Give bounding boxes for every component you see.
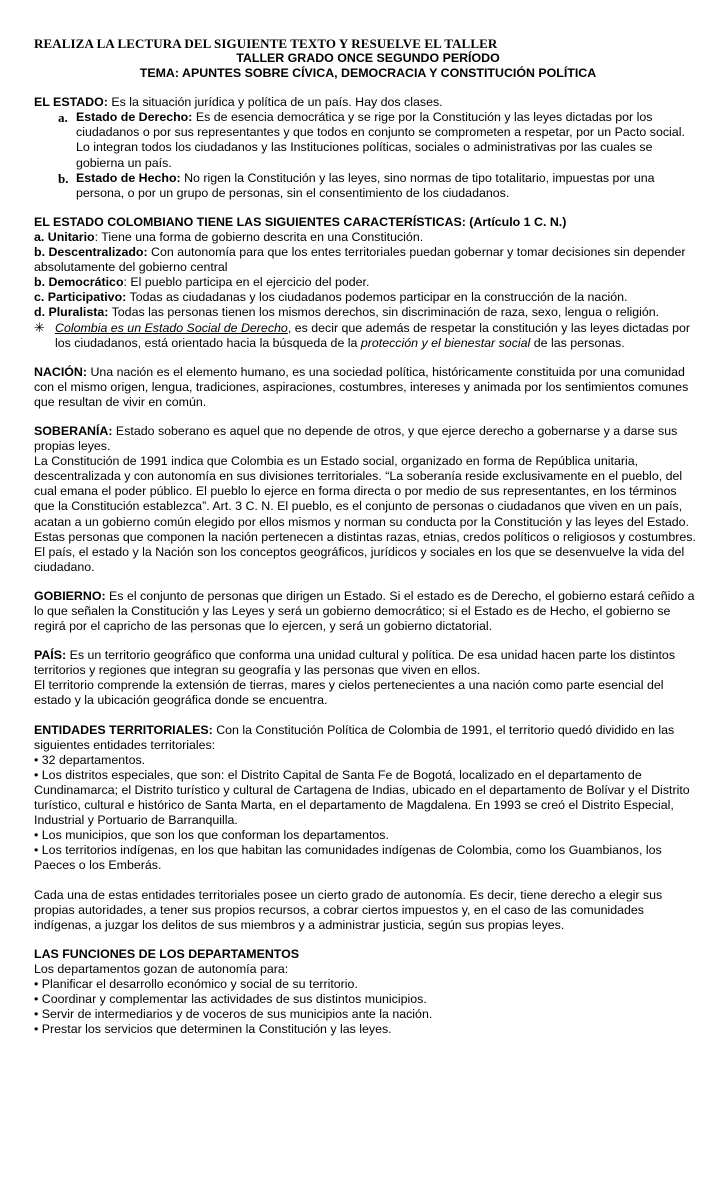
list-item: • Los territorios indígenas, en los que habitan las comunidades indígenas de Colombia, como los Guambianos, los Paeces o los Emberás. bbox=[34, 843, 662, 873]
pais-label: PAÍS: bbox=[34, 648, 67, 663]
caracteristica-text: : Tiene una forma de gobierno descrita en una Constitución. bbox=[94, 229, 424, 244]
social-derecho-note bbox=[34, 321, 698, 351]
caracteristica-label: d. Pluralista: bbox=[34, 305, 109, 320]
caracteristica-label: b. Descentralizado: bbox=[34, 245, 148, 260]
topic-title: TEMA: APUNTES SOBRE CÍVICA, DEMOCRACIA Y CONSTITUCIÓN POLÍTICA bbox=[139, 66, 597, 81]
soberania-label: SOBERANÍA: bbox=[34, 423, 113, 438]
caracteristica-item bbox=[34, 230, 698, 245]
autonomia-paragraph: Cada una de estas entidades territoriales posee un cierto grado de autonomía. Es decir, tiene derecho a elegir sus propias autoridades, a tener sus propios recursos, a cobrar ciertos impuestos y, en el caso de las comunidades indígenas, a juzgar los delitos de sus miembros y a administrar justicia, según sus propias leyes. bbox=[34, 887, 663, 932]
gobierno-label: GOBIERNO: bbox=[34, 588, 106, 603]
estado-hecho-label: Estado de Hecho: bbox=[76, 170, 181, 185]
estado-derecho-label: Estado de Derecho: bbox=[76, 110, 193, 125]
list-item bbox=[55, 171, 698, 201]
list-item: • Servir de intermediarios y de voceros de sus municipios ante la nación. bbox=[34, 1007, 433, 1022]
nacion-paragraph bbox=[34, 365, 698, 410]
pais-text: Es un territorio geográfico que conforma una unidad cultural y política. De esa unidad hacen parte los distintos territorios y regiones que integran su geografía y las personas que viven en ellos. bbox=[34, 648, 676, 678]
entidades-paragraph bbox=[34, 723, 698, 753]
funciones-heading bbox=[34, 947, 698, 962]
nacion-text: Una nación es el elemento humano, es una sociedad política, históricamente constituida por una comunidad con el mismo origen, lengua, tradiciones, aspiraciones, costumbres, intereses y animada por los sentimientos comunes que resultan de vivir en común. bbox=[34, 364, 689, 409]
estado-text: Es la situación jurídica y política de un país. Hay dos clases. bbox=[107, 95, 443, 110]
colombiano-heading-text: EL ESTADO COLOMBIANO TIENE LAS SIGUIENTES CARACTERÍSTICAS: (Artículo 1 C. N.) bbox=[34, 214, 567, 229]
estado-derecho-text: Es de esencia democrática y se rige por la Constitución y las leyes dictadas por los ciudadanos o por sus representantes y que todos en conjunto se comprometen a respetar, por un Pacto social. Lo integran todos los ciudadanos y las Instituciones políticas, sociales o administrativas por las cuales se gobierna un país. bbox=[76, 110, 685, 170]
caracteristica-text: Todas as ciudadanas y los ciudadanos podemos participar en la construcción de la nación. bbox=[126, 290, 628, 305]
caracteristica-label: c. Participativo: bbox=[34, 290, 127, 305]
caracteristica-item bbox=[34, 290, 698, 305]
caracteristica-item bbox=[34, 245, 698, 275]
estado-label: EL ESTADO: bbox=[34, 95, 108, 110]
estado-list bbox=[34, 110, 698, 201]
pais-paragraph bbox=[34, 648, 698, 678]
caracteristica-text: : El pueblo participa en el ejercicio del poder. bbox=[123, 275, 370, 290]
social-derecho-underlined: Colombia es un Estado Social de Derecho bbox=[55, 320, 288, 335]
caracteristica-label: b. Democrático bbox=[34, 275, 124, 290]
funciones-intro: Los departamentos gozan de autonomía para: bbox=[34, 961, 289, 976]
social-derecho-italic: protección y el bienestar social bbox=[360, 335, 531, 350]
entidades-text: Con la Constitución Política de Colombia de 1991, el territorio quedó dividido en las siguientes entidades territoriales: bbox=[34, 722, 675, 752]
gobierno-paragraph bbox=[34, 589, 698, 634]
caracteristica-text: Todas las personas tienen los mismos derechos, sin discriminación de raza, sexo, lengua o religión. bbox=[108, 305, 660, 320]
list-item bbox=[55, 110, 698, 170]
nacion-label: NACIÓN: bbox=[34, 364, 87, 379]
caracteristica-item bbox=[34, 305, 698, 320]
colombiano-heading bbox=[34, 215, 698, 230]
funciones-heading-text: LAS FUNCIONES DE LOS DEPARTAMENTOS bbox=[34, 946, 300, 961]
soberania-paragraph-2: La Constitución de 1991 indica que Colombia es un Estado social, organizado en forma de República unitaria, descentralizada y con autonomía en sus divisiones territoriales. “La soberanía reside exclusivamente en el pueblo, del cual emana el poder público. El pueblo lo ejerce en forma directa o por medio de sus representantes, en los términos que la Constitución establezca”. Art. 3 C. N. El pueblo, es el conjunto de personas o ciudadanos que viven en un país, acatan a un gobierno común elegido por ellos mismos y norman su conducta por la Constitución y las leyes del Estado. Estas personas que componen la nación pertenecen a distintas razas, etnias, credos políticos o religiosos y costumbres. El país, el estado y la Nación son los conceptos geográficos, jurídicos y sociales en los que se desenvuelve la vida del ciudadano. bbox=[34, 454, 696, 574]
estado-hecho-text: No rigen la Constitución y las leyes, sino normas de tipo totalitario, impuestas por una persona, o por un grupo de personas, sin el consentimiento de los ciudadanos. bbox=[76, 170, 655, 200]
caracteristica-label: a. Unitario bbox=[34, 229, 95, 244]
document-page bbox=[34, 36, 698, 1037]
gobierno-text: Es el conjunto de personas que dirigen un Estado. Si el estado es de Derecho, el gobierno estará ceñido a lo que señalen la Constitución y las Leyes y será un gobierno democrático; si el Estado es de Hecho, el gobierno se regirá por el capricho de las personas que lo ejercen, y será un gobierno dictatorial. bbox=[34, 588, 695, 634]
instruction-heading: REALIZA LA LECTURA DEL SIGUIENTE TEXTO Y RESUELVE EL TALLER bbox=[34, 36, 498, 51]
soberania-text: Estado soberano es aquel que no depende de otros, y que ejerce derecho a gobernarse y a darse sus propias leyes. bbox=[34, 423, 678, 454]
list-item: • Coordinar y complementar las actividades de sus distintos municipios. bbox=[34, 992, 427, 1007]
list-marker: a. bbox=[58, 110, 68, 126]
list-item: • 32 departamentos. bbox=[34, 752, 146, 767]
list-item: • Los municipios, que son los que conforman los departamentos. bbox=[34, 828, 389, 843]
soberania-paragraph bbox=[34, 424, 698, 454]
list-marker: b. bbox=[58, 170, 69, 186]
territorio-paragraph: El territorio comprende la extensión de tierras, mares y cielos pertenecientes a una nación como parte esencial del estado y la ubicación geográfica donde se encuentra. bbox=[34, 678, 664, 708]
list-item: • Los distritos especiales, que son: el Distrito Capital de Santa Fe de Bogotá, localizado en el departamento de Cundinamarca; el Distrito turístico y cultural de Cartagena de Indias, ubicado en el departamento de Bolívar y el Distrito turístico, cultural e histórico de Santa Marta, en el departamento de Magdalena. En 1993 se creó el Distrito Especial, Industrial y Portuario de Barranquilla. bbox=[34, 767, 690, 828]
caracteristica-text: Con autonomía para que los entes territoriales puedan gobernar y tomar decisiones sin depender absolutamente del gobierno central bbox=[34, 245, 686, 275]
list-item: • Planificar el desarrollo económico y social de su territorio. bbox=[34, 976, 358, 991]
social-derecho-text-end: de las personas. bbox=[530, 335, 625, 350]
workshop-title: TALLER GRADO ONCE SEGUNDO PERÍODO bbox=[236, 51, 500, 65]
entidades-label: ENTIDADES TERRITORIALES: bbox=[34, 722, 213, 737]
caracteristica-item bbox=[34, 275, 698, 290]
estado-paragraph bbox=[34, 95, 698, 110]
asterisk-icon: ✳ bbox=[34, 320, 45, 336]
list-item: • Prestar los servicios que determinen la Constitución y las leyes. bbox=[34, 1022, 392, 1037]
social-derecho-text: , es decir que además de respetar la constitución y las leyes dictadas por los ciudadanos, está orientado hacia la búsqueda de la bbox=[55, 320, 691, 350]
